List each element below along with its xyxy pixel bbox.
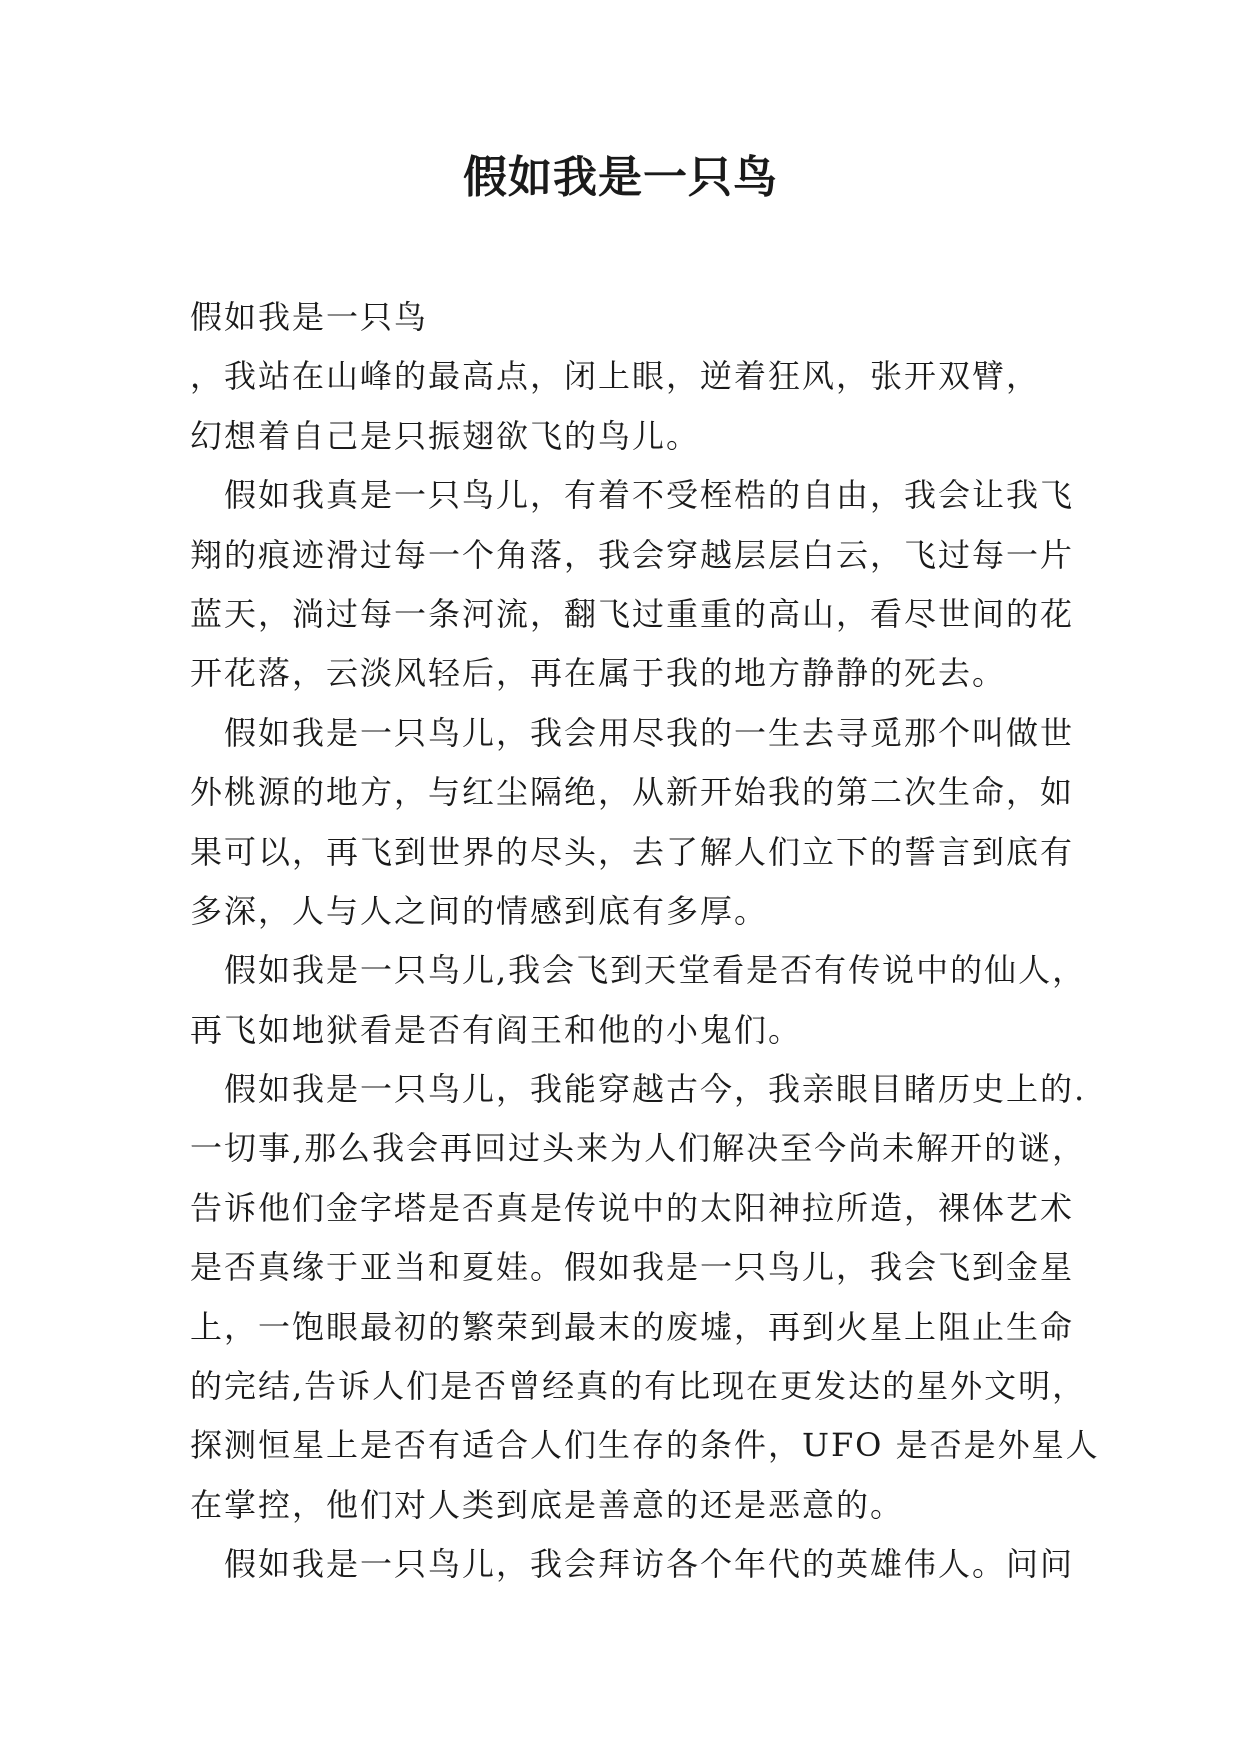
text-line: 再飞如地狱看是否有阎王和他的小鬼们。: [190, 1010, 803, 1049]
paragraph-first-line: 假如我是一只鸟儿,我会飞到天堂看是否有传说中的仙人，: [224, 951, 1087, 990]
paragraph-first-line: 假如我真是一只鸟儿，有着不受桎梏的自由，我会让我飞: [224, 476, 1075, 515]
document-body: [190, 288, 1100, 1595]
text-line: 在掌控，他们对人类到底是善意的还是恶意的。: [190, 1485, 905, 1524]
text-line: 探测恒星上是否有适合人们生存的条件，UFO 是否是外星人: [190, 1426, 1100, 1465]
text-line: 幻想着自己是只振翅欲飞的鸟儿。: [190, 416, 701, 455]
text-line: 告诉他们金字塔是否真是传说中的太阳神拉所造，裸体艺术: [190, 1188, 1075, 1227]
text-line: 是否真缘于亚当和夏娃。假如我是一只鸟儿，我会飞到金星: [190, 1248, 1075, 1287]
text-line: 果可以，再飞到世界的尽头，去了解人们立下的誓言到底有: [190, 832, 1075, 871]
text-line: 假如我是一只鸟: [190, 298, 429, 336]
text-line: 上，一饱眼最初的繁荣到最末的废墟，再到火星上阻止生命: [190, 1307, 1075, 1346]
text-line: 一切事,那么我会再回过头来为人们解决至今尚未解开的谜，: [190, 1129, 1087, 1168]
text-line: 外桃源的地方，与红尘隔绝，从新开始我的第二次生命，如: [190, 773, 1075, 812]
text-line: 蓝天，淌过每一条河流，翻飞过重重的高山，看尽世间的花: [190, 594, 1075, 633]
text-line: 多深，人与人之间的情感到底有多厚。: [190, 891, 769, 930]
text-line: 翔的痕迹滑过每一个角落，我会穿越层层白云，飞过每一片: [190, 535, 1075, 574]
document-title: 假如我是一只鸟: [463, 152, 778, 203]
paragraph-first-line: 假如我是一只鸟儿，我会拜访各个年代的英雄伟人。问问: [224, 1545, 1075, 1584]
text-line: 开花落，云淡风轻后，再在属于我的地方静静的死去。: [190, 654, 1007, 693]
text-line: 的完结,告诉人们是否曾经真的有比现在更发达的星外文明，: [190, 1367, 1087, 1406]
paragraph-first-line: 假如我是一只鸟儿，我能穿越古今，我亲眼目睹历史上的.: [224, 1070, 1087, 1109]
paragraph-first-line: 假如我是一只鸟儿，我会用尽我的一生去寻觅那个叫做世: [224, 713, 1075, 752]
text-line: ，我站在山峰的最高点，闭上眼，逆着狂风，张开双臂，: [190, 357, 1041, 396]
